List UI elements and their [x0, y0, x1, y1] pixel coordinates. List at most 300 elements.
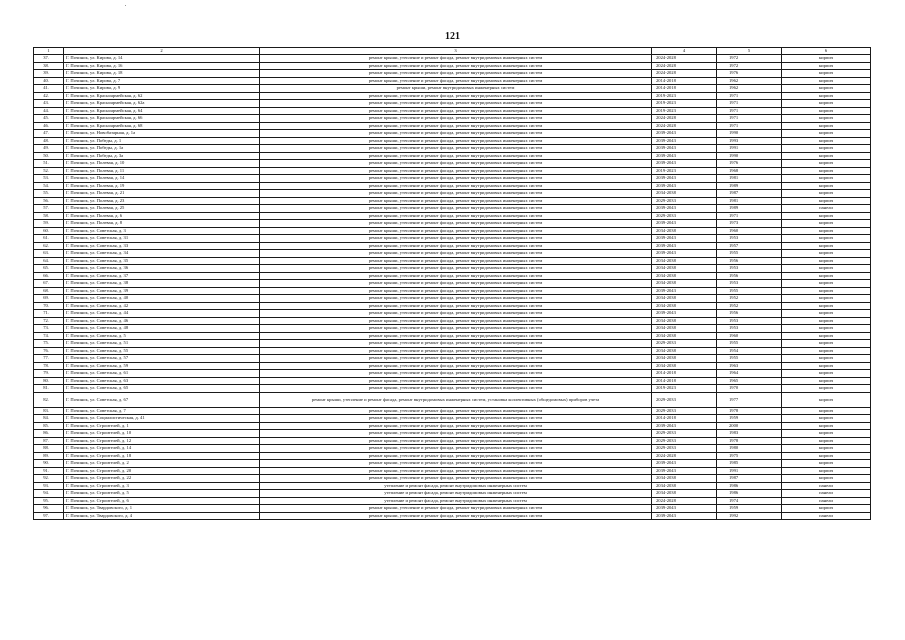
period-cell: 2039-2043	[652, 130, 717, 138]
period-cell: 2039-2043	[652, 467, 717, 475]
row-number: 87.	[34, 437, 64, 445]
period-cell: 2029-2033	[652, 212, 717, 220]
address-cell: Г. Починок, ул. Красноармейская, д. 68	[64, 122, 260, 130]
works-cell: ремонт крыши, утепление и ремонт фасада, ремонт внутридомовых инженерных систем	[260, 77, 652, 85]
address-cell: Г. Починок, ул. Советская, д. 55	[64, 347, 260, 355]
table-row	[34, 175, 871, 183]
material-cell: кирпич	[782, 302, 871, 310]
year-cell: 1970	[717, 385, 782, 393]
material-cell: кирпич	[782, 77, 871, 85]
table-row	[34, 295, 871, 303]
works-cell: ремонт крыши, утепление и ремонт фасада, ремонт внутридомовых инженерных систем	[260, 340, 652, 348]
row-number: 46.	[34, 122, 64, 130]
material-cell: кирпич	[782, 422, 871, 430]
material-cell: кирпич	[782, 287, 871, 295]
material-cell: панели	[782, 512, 871, 520]
address-cell: Г. Починок, ул. Советская, д. 7	[64, 407, 260, 415]
table-row	[34, 317, 871, 325]
works-cell: ремонт крыши, утепление и ремонт фасада, ремонт внутридомовых инженерных систем	[260, 467, 652, 475]
row-number: 89.	[34, 452, 64, 460]
table-row	[34, 122, 871, 130]
address-cell: Г. Починок, ул. Советская, д. 33	[64, 242, 260, 250]
works-cell: ремонт крыши, ремонт внутридомовых инженерных систем	[260, 85, 652, 93]
address-cell: Г. Починок, ул. Советская, д. 38	[64, 280, 260, 288]
period-cell: 2024-2028	[652, 497, 717, 505]
material-cell: кирпич	[782, 475, 871, 483]
works-cell: ремонт крыши, утепление и ремонт фасада, ремонт внутридомовых инженерных систем	[260, 250, 652, 258]
material-cell: панели	[782, 490, 871, 498]
period-cell: 2034-2038	[652, 280, 717, 288]
address-cell: Г. Починок, ул. Советская, д. 57	[64, 355, 260, 363]
table-row	[34, 115, 871, 123]
row-number: 86.	[34, 430, 64, 438]
material-cell: кирпич	[782, 137, 871, 145]
year-cell: 1990	[717, 152, 782, 160]
material-cell: кирпич	[782, 265, 871, 273]
works-cell: ремонт крыши, утепление и ремонт фасада, ремонт внутридомовых инженерных систем	[260, 362, 652, 370]
row-number: 59.	[34, 220, 64, 228]
period-cell: 2014-2018	[652, 415, 717, 423]
address-cell: Г. Починок, ул. Красноармейская, д. 66	[64, 115, 260, 123]
works-cell: ремонт крыши, утепление и ремонт фасада, ремонт внутридомовых инженерных систем	[260, 407, 652, 415]
material-cell: кирпич	[782, 220, 871, 228]
year-cell: 1956	[717, 257, 782, 265]
material-cell: кирпич	[782, 190, 871, 198]
works-cell: ремонт крыши, утепление и ремонт фасада, ремонт внутридомовых инженерных систем	[260, 220, 652, 228]
period-cell: 2034-2038	[652, 325, 717, 333]
year-cell: 1965	[717, 377, 782, 385]
row-number: 83.	[34, 407, 64, 415]
table-row	[34, 490, 871, 498]
table-row	[34, 197, 871, 205]
address-cell: Г. Починок, ул. Новобазарная, д. 1а	[64, 130, 260, 138]
table-row	[34, 250, 871, 258]
material-cell: кирпич	[782, 160, 871, 168]
table-row	[34, 85, 871, 93]
period-cell: 2029-2033	[652, 430, 717, 438]
works-cell: ремонт крыши, утепление и ремонт фасада, ремонт внутридомовых инженерных систем	[260, 242, 652, 250]
row-number: 41.	[34, 85, 64, 93]
year-cell: 1971	[717, 122, 782, 130]
material-cell: кирпич	[782, 227, 871, 235]
period-cell: 2024-2028	[652, 70, 717, 78]
address-cell: Г. Починок, ул. Кирова, д. 7	[64, 77, 260, 85]
period-cell: 2034-2038	[652, 257, 717, 265]
year-cell: 1955	[717, 287, 782, 295]
row-number: 93.	[34, 482, 64, 490]
material-cell: кирпич	[782, 62, 871, 70]
row-number: 42.	[34, 92, 64, 100]
row-number: 39.	[34, 70, 64, 78]
year-cell: 1987	[717, 190, 782, 198]
material-cell: кирпич	[782, 317, 871, 325]
year-cell: 1976	[717, 70, 782, 78]
address-cell: Г. Починок, ул. Полевая, д. 8	[64, 220, 260, 228]
period-cell: 2034-2038	[652, 190, 717, 198]
address-cell: Г. Починок, ул. Советская, д. 5	[64, 332, 260, 340]
material-cell: кирпич	[782, 467, 871, 475]
row-number: 71.	[34, 310, 64, 318]
address-cell: Г. Починок, ул. Советская, д. 48	[64, 325, 260, 333]
material-cell: кирпич	[782, 107, 871, 115]
material-cell: панели	[782, 205, 871, 213]
period-cell: 2039-2043	[652, 235, 717, 243]
period-cell: 2034-2038	[652, 362, 717, 370]
address-cell: Г. Починок, ул. Строителей, д. 20	[64, 467, 260, 475]
material-cell: кирпич	[782, 235, 871, 243]
works-cell: ремонт крыши, утепление и ремонт фасада, ремонт внутридомовых инженерных систем	[260, 280, 652, 288]
table-row	[34, 272, 871, 280]
works-cell: ремонт крыши, утепление и ремонт фасада, ремонт внутридомовых инженерных систем	[260, 115, 652, 123]
table-row	[34, 460, 871, 468]
material-cell: кирпич	[782, 347, 871, 355]
row-number: 53.	[34, 175, 64, 183]
period-cell: 2029-2033	[652, 407, 717, 415]
table-row	[34, 370, 871, 378]
material-cell: кирпич	[782, 70, 871, 78]
year-cell: 1987	[717, 475, 782, 483]
works-cell: ремонт крыши, утепление и ремонт фасада, ремонт внутридомовых инженерных систем	[260, 475, 652, 483]
table-row	[34, 422, 871, 430]
table-row	[34, 310, 871, 318]
row-number: 47.	[34, 130, 64, 138]
row-number: 62.	[34, 242, 64, 250]
table-row	[34, 167, 871, 175]
address-cell: Г. Починок, ул. Кирова, д. 16	[64, 62, 260, 70]
row-number: 80.	[34, 377, 64, 385]
material-cell: кирпич	[782, 272, 871, 280]
works-cell: ремонт крыши, утепление и ремонт фасада, ремонт внутридомовых инженерных систем	[260, 310, 652, 318]
row-number: 97.	[34, 512, 64, 520]
table-row	[34, 62, 871, 70]
material-cell: кирпич	[782, 92, 871, 100]
works-cell: ремонт крыши, утепление и ремонт фасада, ремонт внутридомовых инженерных систем	[260, 385, 652, 393]
table-row	[34, 107, 871, 115]
address-cell: Г. Починок, ул. Советская, д. 31	[64, 235, 260, 243]
period-cell: 2014-2018	[652, 370, 717, 378]
works-cell: ремонт крыши, утепление и ремонт фасада, ремонт внутридомовых инженерных систем	[260, 347, 652, 355]
year-cell: 1968	[717, 167, 782, 175]
address-cell: Г. Починок, ул. Советская, д. 61	[64, 370, 260, 378]
housing-repair-table	[33, 47, 871, 520]
period-cell: 2039-2043	[652, 205, 717, 213]
table-row	[34, 437, 871, 445]
address-cell: Г. Починок, ул. Советская, д. 35	[64, 257, 260, 265]
works-cell: ремонт крыши, утепление и ремонт фасада, ремонт внутридомовых инженерных систем	[260, 332, 652, 340]
material-cell: кирпич	[782, 257, 871, 265]
works-cell: утепление и ремонт фасада, ремонт внутридомовых инженерных систем	[260, 490, 652, 498]
material-cell: кирпич	[782, 505, 871, 513]
material-cell: панели	[782, 482, 871, 490]
works-cell: ремонт крыши, утепление и ремонт фасада, ремонт внутридомовых инженерных систем	[260, 302, 652, 310]
works-cell: ремонт крыши, утепление и ремонт фасада, ремонт внутридомовых инженерных систем	[260, 370, 652, 378]
year-cell: 1972	[717, 55, 782, 63]
address-cell: Г. Починок, ул. Победы, д. 1	[64, 137, 260, 145]
period-cell: 2039-2043	[652, 220, 717, 228]
table-row	[34, 70, 871, 78]
table-row	[34, 145, 871, 153]
row-number: 68.	[34, 287, 64, 295]
period-cell: 2034-2038	[652, 265, 717, 273]
year-cell: 1991	[717, 467, 782, 475]
material-cell: кирпич	[782, 332, 871, 340]
material-cell: кирпич	[782, 295, 871, 303]
year-cell: 1983	[717, 430, 782, 438]
row-number: 50.	[34, 152, 64, 160]
table-row	[34, 302, 871, 310]
address-cell: Г. Починок, ул. Строителей, д. 3	[64, 482, 260, 490]
year-cell: 1956	[717, 310, 782, 318]
works-cell: ремонт крыши, утепление и ремонт фасада, ремонт внутридомовых инженерных систем	[260, 512, 652, 520]
address-cell: Г. Починок, ул. Красноармейская, д. 64	[64, 107, 260, 115]
address-cell: Г. Починок, ул. Полевая, д. 21	[64, 190, 260, 198]
row-number: 78.	[34, 362, 64, 370]
header-row	[34, 48, 871, 55]
table-row	[34, 452, 871, 460]
address-cell: Г. Починок, ул. Советская, д. 36	[64, 265, 260, 273]
row-number: 45.	[34, 115, 64, 123]
year-cell: 1981	[717, 175, 782, 183]
period-cell: 2039-2043	[652, 460, 717, 468]
table-row	[34, 100, 871, 108]
row-number: 81.	[34, 385, 64, 393]
address-cell: Г. Починок, ул. Твардовского, д. 4	[64, 512, 260, 520]
address-cell: Г. Починок, ул. Кирова, д. 14	[64, 55, 260, 63]
address-cell: Г. Починок, ул. Строителей, д. 14	[64, 445, 260, 453]
address-cell: Г. Починок, ул. Победы, д. 3а	[64, 152, 260, 160]
works-cell: ремонт крыши, утепление и ремонт фасада, ремонт внутридомовых инженерных систем	[260, 167, 652, 175]
row-number: 77.	[34, 355, 64, 363]
material-cell: кирпич	[782, 340, 871, 348]
row-number: 85.	[34, 422, 64, 430]
table-row	[34, 355, 871, 363]
year-cell: 1971	[717, 92, 782, 100]
works-cell: ремонт крыши, утепление и ремонт фасада, ремонт внутридомовых инженерных систем	[260, 355, 652, 363]
works-cell: ремонт крыши, утепление и ремонт фасада, ремонт внутридомовых инженерных систем	[260, 287, 652, 295]
year-cell: 1981	[717, 197, 782, 205]
period-cell: 2039-2043	[652, 145, 717, 153]
period-cell: 2029-2033	[652, 197, 717, 205]
period-cell: 2019-2023	[652, 167, 717, 175]
year-cell: 1960	[717, 227, 782, 235]
works-cell: ремонт крыши, утепление и ремонт фасада, ремонт внутридомовых инженерных систем	[260, 452, 652, 460]
row-number: 56.	[34, 197, 64, 205]
table-row	[34, 430, 871, 438]
header-cell: 1	[34, 48, 64, 55]
period-cell: 2019-2023	[652, 107, 717, 115]
table-row	[34, 55, 871, 63]
year-cell: 1978	[717, 437, 782, 445]
year-cell: 1989	[717, 182, 782, 190]
material-cell: кирпич	[782, 250, 871, 258]
period-cell: 2034-2038	[652, 347, 717, 355]
period-cell: 2029-2033	[652, 437, 717, 445]
year-cell: 1956	[717, 272, 782, 280]
works-cell: ремонт крыши, утепление и ремонт фасада, ремонт внутридомовых инженерных систем	[260, 377, 652, 385]
period-cell: 2039-2043	[652, 242, 717, 250]
address-cell: Г. Починок, ул. Социалистическая, д. 41	[64, 415, 260, 423]
row-number: 75.	[34, 340, 64, 348]
address-cell: Г. Починок, ул. Кирова, д. 18	[64, 70, 260, 78]
header-cell: 4	[652, 48, 717, 55]
material-cell: кирпич	[782, 100, 871, 108]
period-cell: 2024-2028	[652, 452, 717, 460]
row-number: 76.	[34, 347, 64, 355]
table-row	[34, 190, 871, 198]
works-cell: ремонт крыши, утепление и ремонт фасада, ремонт внутридомовых инженерных систем	[260, 422, 652, 430]
period-cell: 2039-2043	[652, 152, 717, 160]
material-cell: кирпич	[782, 415, 871, 423]
row-number: 44.	[34, 107, 64, 115]
material-cell: кирпич	[782, 392, 871, 407]
header-cell: 3	[260, 48, 652, 55]
row-number: 84.	[34, 415, 64, 423]
row-number: 91.	[34, 467, 64, 475]
year-cell: 1989	[717, 205, 782, 213]
address-cell: Г. Починок, ул. Твардовского, д. 1	[64, 505, 260, 513]
row-number: 94.	[34, 490, 64, 498]
year-cell: 1955	[717, 250, 782, 258]
address-cell: Г. Починок, ул. Полевая, д. 14	[64, 175, 260, 183]
row-number: 48.	[34, 137, 64, 145]
address-cell: Г. Починок, ул. Советская, д. 65	[64, 385, 260, 393]
year-cell: 2000	[717, 422, 782, 430]
year-cell: 1953	[717, 235, 782, 243]
period-cell: 2034-2038	[652, 490, 717, 498]
material-cell: кирпич	[782, 355, 871, 363]
year-cell: 1991	[717, 145, 782, 153]
table-row	[34, 325, 871, 333]
header-cell: 5	[717, 48, 782, 55]
year-cell: 1972	[717, 62, 782, 70]
period-cell: 2019-2023	[652, 385, 717, 393]
period-cell: 2024-2028	[652, 62, 717, 70]
table-row	[34, 130, 871, 138]
works-cell: ремонт крыши, утепление и ремонт фасада, ремонт внутридомовых инженерных систем	[260, 295, 652, 303]
works-cell: ремонт крыши, утепление и ремонт фасада, ремонт внутридомовых инженерных систем	[260, 415, 652, 423]
works-cell: ремонт крыши, утепление и ремонт фасада, ремонт внутридомовых инженерных систем	[260, 100, 652, 108]
material-cell: кирпич	[782, 122, 871, 130]
period-cell: 2034-2038	[652, 355, 717, 363]
works-cell: ремонт крыши, утепление и ремонт фасада, ремонт внутридомовых инженерных систем	[260, 190, 652, 198]
row-number: 52.	[34, 167, 64, 175]
period-cell: 2039-2043	[652, 250, 717, 258]
table-row	[34, 475, 871, 483]
address-cell: Г. Починок, ул. Советская, д. 46	[64, 317, 260, 325]
row-number: 69.	[34, 295, 64, 303]
period-cell: 2019-2023	[652, 100, 717, 108]
table-row	[34, 362, 871, 370]
works-cell: ремонт крыши, утепление и ремонт фасада, ремонт внутридомовых инженерных систем	[260, 437, 652, 445]
period-cell: 2039-2043	[652, 422, 717, 430]
year-cell: 1955	[717, 355, 782, 363]
material-cell: кирпич	[782, 407, 871, 415]
address-cell: Г. Починок, ул. Полевая, д. 11	[64, 167, 260, 175]
period-cell: 2034-2038	[652, 302, 717, 310]
address-cell: Г. Починок, ул. Полевая, д. 23	[64, 197, 260, 205]
row-number: 73.	[34, 325, 64, 333]
year-cell: 1959	[717, 505, 782, 513]
material-cell: кирпич	[782, 280, 871, 288]
works-cell: ремонт крыши, утепление и ремонт фасада, ремонт внутридомовых инженерных систем	[260, 175, 652, 183]
period-cell: 2034-2038	[652, 272, 717, 280]
material-cell: кирпич	[782, 175, 871, 183]
period-cell: 2034-2038	[652, 332, 717, 340]
address-cell: Г. Починок, ул. Победы, д. 1а	[64, 145, 260, 153]
address-cell: Г. Починок, ул. Полевая, д. 10	[64, 160, 260, 168]
address-cell: Г. Починок, ул. Полевая, д. 19	[64, 182, 260, 190]
material-cell: кирпич	[782, 430, 871, 438]
works-cell: ремонт крыши, утепление и ремонт фасада, ремонт внутридомовых инженерных систем	[260, 55, 652, 63]
year-cell: 1971	[717, 212, 782, 220]
works-cell: ремонт крыши, утепление и ремонт фасада, ремонт внутридомовых инженерных систем	[260, 122, 652, 130]
scan-speck	[125, 5, 126, 6]
row-number: 72.	[34, 317, 64, 325]
material-cell: кирпич	[782, 242, 871, 250]
address-cell: Г. Починок, ул. Советская, д. 3	[64, 227, 260, 235]
works-cell: ремонт крыши, утепление и ремонт фасада, ремонт внутридомовых инженерных систем	[260, 265, 652, 273]
table-row	[34, 227, 871, 235]
period-cell: 2034-2038	[652, 482, 717, 490]
works-cell: утепление и ремонт фасада, ремонт внутридомовых инженерных систем	[260, 497, 652, 505]
period-cell: 2039-2043	[652, 287, 717, 295]
row-number: 88.	[34, 445, 64, 453]
period-cell: 2039-2043	[652, 505, 717, 513]
table-row	[34, 377, 871, 385]
works-cell: ремонт крыши, утепление и ремонт фасада, ремонт внутридомовых инженерных систем	[260, 107, 652, 115]
period-cell: 2034-2038	[652, 227, 717, 235]
material-cell: кирпич	[782, 385, 871, 393]
table-row	[34, 340, 871, 348]
year-cell: 1953	[717, 265, 782, 273]
table-row	[34, 445, 871, 453]
year-cell: 1977	[717, 392, 782, 407]
address-cell: Г. Починок, ул. Советская, д. 39	[64, 287, 260, 295]
period-cell: 2029-2033	[652, 445, 717, 453]
address-cell: Г. Починок, ул. Советская, д. 44	[64, 310, 260, 318]
works-cell: ремонт крыши, утепление и ремонт фасада, ремонт внутридомовых инженерных систем	[260, 272, 652, 280]
works-cell: ремонт крыши, утепление и ремонт фасада, ремонт внутридомовых инженерных систем	[260, 325, 652, 333]
row-number: 57.	[34, 205, 64, 213]
table-row	[34, 392, 871, 407]
works-cell: ремонт крыши, утепление и ремонт фасада, ремонт внутридомовых инженерных систем	[260, 145, 652, 153]
year-cell: 1975	[717, 452, 782, 460]
works-cell: ремонт крыши, утепление и ремонт фасада, ремонт внутридомовых инженерных систем	[260, 227, 652, 235]
period-cell: 2019-2023	[652, 92, 717, 100]
material-cell: кирпич	[782, 167, 871, 175]
material-cell: кирпич	[782, 152, 871, 160]
works-cell: ремонт крыши, утепление и ремонт фасада, ремонт внутридомовых инженерных систем	[260, 445, 652, 453]
table-row	[34, 287, 871, 295]
year-cell: 1957	[717, 242, 782, 250]
header-cell: 6	[782, 48, 871, 55]
row-number: 37.	[34, 55, 64, 63]
row-number: 49.	[34, 145, 64, 153]
material-cell: кирпич	[782, 452, 871, 460]
material-cell: кирпич	[782, 145, 871, 153]
table-row	[34, 505, 871, 513]
period-cell: 2034-2038	[652, 475, 717, 483]
year-cell: 1962	[717, 77, 782, 85]
year-cell: 1959	[717, 415, 782, 423]
period-cell: 2024-2028	[652, 122, 717, 130]
table-row	[34, 407, 871, 415]
material-cell: панели	[782, 497, 871, 505]
address-cell: Г. Починок, ул. Полевая, д. 25	[64, 205, 260, 213]
address-cell: Г. Починок, ул. Строителей, д. 5	[64, 490, 260, 498]
table-row	[34, 212, 871, 220]
table-row	[34, 242, 871, 250]
